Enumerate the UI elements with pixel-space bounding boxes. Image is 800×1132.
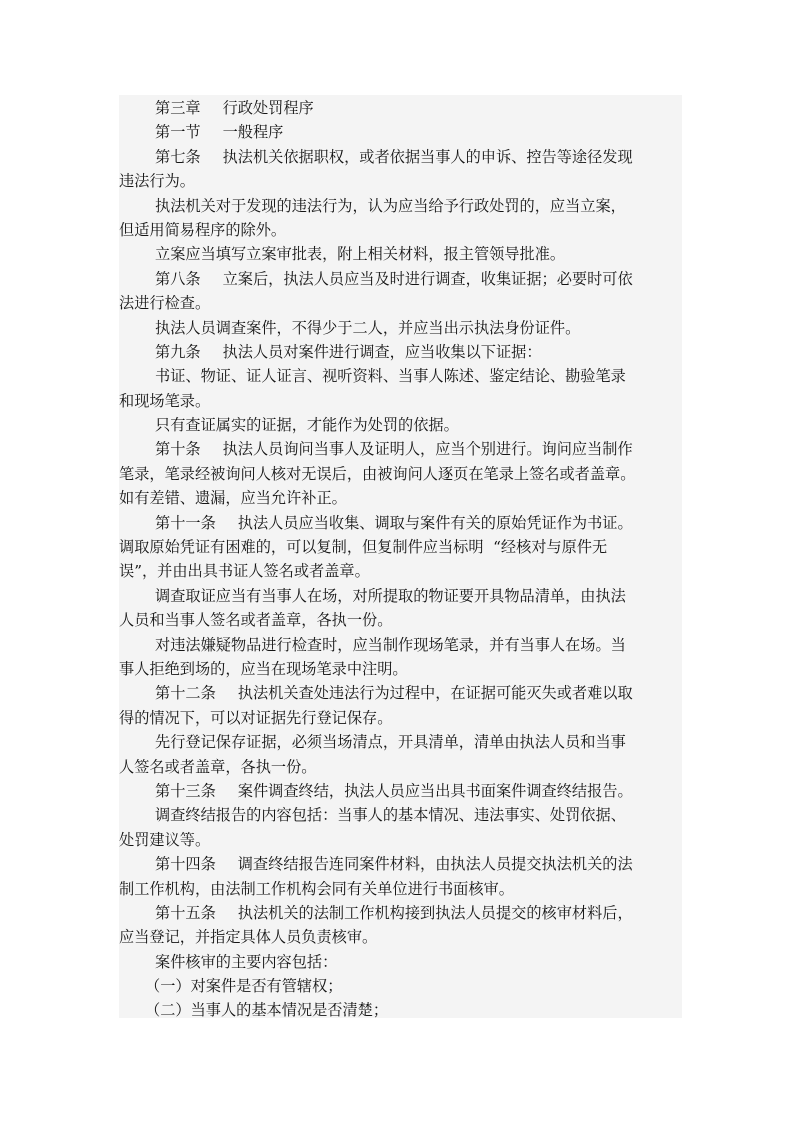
article-number: 第十三条 [155, 781, 216, 800]
article-text: 执法人员对案件进行调查，应当收集以下证据： [222, 342, 542, 361]
article-number: 第十四条 [155, 855, 216, 874]
article-line [119, 437, 682, 461]
paragraph-line: 先行登记保存证据，必须当场清点，开具清单，清单由执法人员和当事 [155, 733, 626, 752]
section-title: 一般程序 [222, 123, 284, 142]
continuation-line: 人员和当事人签名或者盖章，各执一份。 [119, 611, 393, 630]
chapter-number: 第三章 [155, 99, 201, 117]
article-number: 第九条 [155, 342, 201, 361]
continuation-line: 但适用简易程序的除外。 [119, 220, 287, 239]
continuation-line: 和现场笔录。 [119, 391, 211, 410]
continuation-line: 调取原始凭证有困难的，可以复制，但复制件应当标明 “经核对与原件无 [119, 538, 608, 557]
paragraph-line: 对违法嫌疑物品进行检查时，应当制作现场笔录，并有当事人在场。当 [155, 635, 626, 654]
continuation-line: 处罚建议等。 [119, 830, 211, 849]
article-text: 执法人员应当收集、调取与案件有关的原始凭证作为书证。 [237, 513, 633, 532]
article-number: 第八条 [155, 269, 201, 288]
article-text: 执法机关的法制工作机构接到执法人员提交的核审材料后， [237, 903, 633, 922]
paragraph-line: 调查取证应当有当事人在场，对所提取的物证要开具物品清单，由执法 [155, 586, 626, 605]
article-line [119, 145, 682, 169]
section-number: 第一节 [155, 123, 201, 142]
document-body [119, 95, 682, 1018]
article-line [119, 681, 682, 705]
continuation-line: 得的情况下，可以对证据先行登记保存。 [119, 708, 393, 727]
article-text: 执法机关查处违法行为过程中，在证据可能灭失或者难以取 [237, 684, 633, 703]
paragraph-line: 执法机关对于发现的违法行为，认为应当给予行政处罚的，应当立案， [155, 196, 626, 215]
article-text: 案件调查终结，执法人员应当出具书面案件调查终结报告。 [237, 781, 633, 800]
article-line [119, 340, 682, 364]
article-text: 执法人员询问当事人及证明人，应当个别进行。询问应当制作 [222, 440, 633, 459]
paragraph-line: 书证、物证、证人证言、视听资料、当事人陈述、鉴定结论、勘验笔录 [155, 367, 626, 386]
continuation-line: 制工作机构，由法制工作机构会同有关单位进行书面核审。 [119, 879, 514, 898]
article-line [119, 901, 682, 925]
continuation-line: 违法行为。 [119, 172, 195, 191]
article-text: 调查终结报告连同案件材料，由执法人员提交执法机关的法 [237, 855, 633, 874]
paragraph-line: 案件核审的主要内容包括： [155, 952, 338, 971]
continuation-line: 误”，并由出具书证人签名或者盖章。 [119, 562, 370, 581]
paragraph-line: 只有查证属实的证据，才能作为处罚的依据。 [155, 416, 459, 435]
continuation-line: 应当登记，并指定具体人员负责核审。 [119, 928, 378, 947]
article-line [119, 779, 682, 803]
continuation-line: 如有差错、遗漏，应当允许补正。 [119, 489, 347, 508]
article-number: 第七条 [155, 147, 201, 166]
article-line [119, 852, 682, 876]
continuation-line: 人签名或者盖章，各执一份。 [119, 757, 317, 776]
article-text: 执法机关依据职权，或者依据当事人的申诉、控告等途径发现 [222, 147, 633, 166]
article-number: 第十条 [155, 440, 201, 459]
paragraph-line: 调查终结报告的内容包括：当事人的基本情况、违法事实、处罚依据、 [155, 806, 626, 825]
article-line [119, 267, 682, 291]
article-number: 第十二条 [155, 684, 216, 703]
article-text: 立案后，执法人员应当及时进行调查，收集证据；必要时可依 [222, 269, 633, 288]
continuation-line: 法进行检查。 [119, 294, 211, 313]
paragraph-line: 执法人员调查案件，不得少于二人，并应当出示执法身份证件。 [155, 318, 581, 337]
list-item: （二）当事人的基本情况是否清楚； [145, 1001, 388, 1020]
list-item: （一）对案件是否有管辖权； [145, 977, 343, 996]
section-heading [119, 120, 682, 144]
continuation-line: 笔录，笔录经被询问人核对无误后，由被询问人逐页在笔录上签名或者盖章。 [119, 464, 636, 483]
chapter-heading [119, 96, 682, 120]
continuation-line: 事人拒绝到场的，应当在现场笔录中注明。 [119, 659, 408, 678]
chapter-title: 行政处罚程序 [222, 99, 314, 117]
article-line [119, 511, 682, 535]
paragraph-line: 立案应当填写立案审批表，附上相关材料，报主管领导批准。 [155, 245, 566, 264]
article-number: 第十五条 [155, 903, 216, 922]
article-number: 第十一条 [155, 513, 216, 532]
